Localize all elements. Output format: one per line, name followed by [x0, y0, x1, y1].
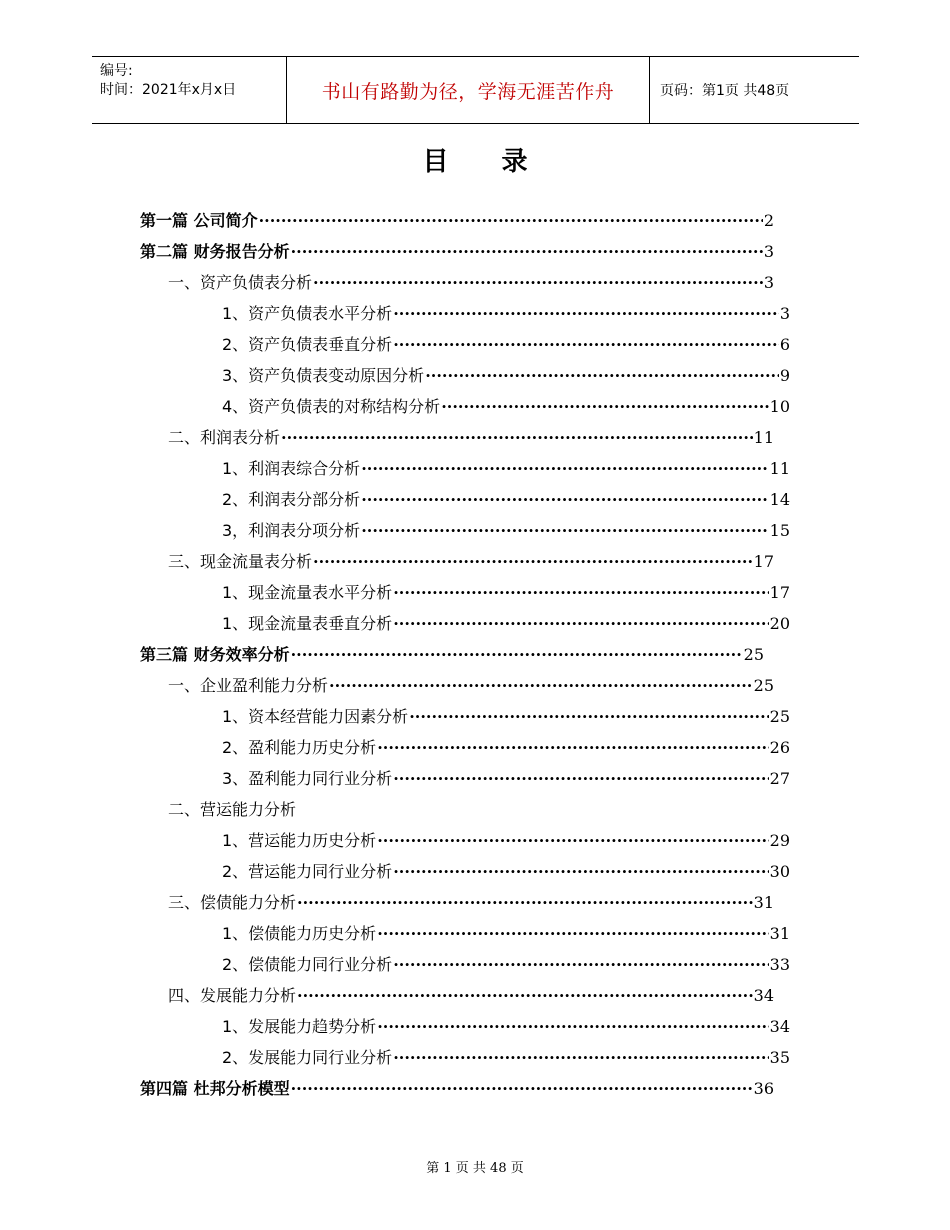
toc-entry-page: 17 [753, 552, 774, 571]
toc-entry-label: 3、资产负债表变动原因分析 [222, 366, 425, 385]
toc-entry[interactable] [168, 983, 774, 1007]
toc-entry[interactable] [222, 394, 790, 418]
toc-entry-label: 二、利润表分析 [168, 428, 281, 447]
toc-entry-label: 一、资产负债表分析 [168, 273, 313, 292]
toc-entry[interactable] [168, 270, 774, 294]
toc-entry-label: 2、资产负债表垂直分析 [222, 335, 393, 354]
toc-entry[interactable] [222, 363, 790, 387]
toc-entry-page: 33 [769, 955, 790, 974]
toc-leader-dots [393, 335, 779, 354]
toc-entry-label: 2、盈利能力历史分析 [222, 738, 377, 757]
toc-leader-dots [393, 862, 768, 881]
toc-leader-dots [259, 211, 763, 230]
toc-entry-page: 29 [769, 831, 790, 850]
toc-entry[interactable] [168, 673, 774, 697]
toc-entry-label: 一、企业盈利能力分析 [168, 676, 329, 695]
toc-entry-page: 9 [779, 366, 790, 385]
toc-entry[interactable] [140, 642, 764, 666]
toc-entry-page: 11 [753, 428, 774, 447]
toc-entry-label: 1、现金流量表水平分析 [222, 583, 393, 602]
page-footer: 第 1 页 共 48 页 [426, 1161, 524, 1176]
toc-entry[interactable] [140, 208, 774, 232]
toc-entry-page: 11 [769, 459, 790, 478]
toc-entry-label: 1、营运能力历史分析 [222, 831, 377, 850]
toc-entry-page: 35 [769, 1048, 790, 1067]
toc-leader-dots [393, 769, 768, 788]
document-time-label: 时间：2021年x月x日 [100, 82, 237, 98]
toc-entry-page: 25 [769, 707, 790, 726]
toc-entry-page: 2 [763, 211, 774, 230]
toc-entry-label: 1、发展能力趋势分析 [222, 1017, 377, 1036]
toc-entry-page: 6 [779, 335, 790, 354]
toc-entry-label: 2、发展能力同行业分析 [222, 1048, 393, 1067]
toc-entry-label: 1、资本经营能力因素分析 [222, 707, 409, 726]
toc-entry[interactable] [222, 766, 790, 790]
toc-entry-label: 1、利润表综合分析 [222, 459, 361, 478]
toc-leader-dots [361, 459, 768, 478]
toc-entry-label: 1、资产负债表水平分析 [222, 304, 393, 323]
toc-leader-dots [409, 707, 768, 726]
toc-leader-dots [329, 676, 753, 695]
toc-leader-dots [393, 304, 779, 323]
toc-leader-dots [291, 645, 743, 664]
toc-entry-label: 4、资产负债表的对称结构分析 [222, 397, 441, 416]
toc-entry-page: 26 [769, 738, 790, 757]
toc-entry[interactable] [222, 859, 790, 883]
toc-leader-dots [377, 1017, 768, 1036]
toc-leader-dots [361, 521, 768, 540]
toc-entry[interactable] [222, 828, 790, 852]
toc-entry[interactable] [168, 425, 774, 449]
toc-entry[interactable] [222, 704, 790, 728]
toc-leader-dots [441, 397, 768, 416]
page-header [92, 56, 859, 124]
toc-entry-label: 1、现金流量表垂直分析 [222, 614, 393, 633]
toc-entry[interactable] [222, 1014, 790, 1038]
toc-entry[interactable] [222, 611, 790, 635]
header-page-number: 页码：第1页 共48页 [660, 83, 790, 99]
toc-entry-label: 2、利润表分部分析 [222, 490, 361, 509]
toc-leader-dots [393, 614, 768, 633]
toc-entry[interactable] [222, 580, 790, 604]
toc-leader-dots [297, 893, 753, 912]
toc-entry-page: 27 [769, 769, 790, 788]
toc-entry-label: 3、盈利能力同行业分析 [222, 769, 393, 788]
toc-entry[interactable] [140, 1076, 774, 1100]
toc-entry-label: 第一篇 公司简介 [140, 211, 258, 230]
toc-entry-label: 四、发展能力分析 [168, 986, 297, 1005]
toc-entry-page: 30 [769, 862, 790, 881]
toc-leader-dots [377, 924, 768, 943]
toc-entry[interactable] [222, 952, 790, 976]
toc-entry-page: 34 [769, 1017, 790, 1036]
header-motto-cell [287, 57, 650, 123]
toc-entry-label: 1、偿债能力历史分析 [222, 924, 377, 943]
toc-leader-dots [297, 986, 753, 1005]
toc-entry[interactable] [222, 456, 790, 480]
document-number-label: 编号: [100, 63, 133, 79]
toc-leader-dots [313, 273, 763, 292]
toc-leader-dots [393, 583, 768, 602]
toc-entry-page: 20 [769, 614, 790, 633]
toc-entry-label: 3，利润表分项分析 [222, 521, 361, 540]
toc-leader-dots [291, 242, 763, 261]
toc-leader-dots [393, 955, 768, 974]
header-page-cell [650, 57, 859, 123]
toc-entry-page: 3 [779, 304, 790, 323]
toc-leader-dots [425, 366, 779, 385]
toc-entry-label: 第四篇 杜邦分析模型 [140, 1079, 290, 1098]
toc-entry[interactable] [222, 518, 790, 542]
toc-entry-page: 34 [753, 986, 774, 1005]
toc-entry[interactable] [222, 487, 790, 511]
toc-leader-dots [313, 552, 753, 571]
toc-entry-label: 2、营运能力同行业分析 [222, 862, 393, 881]
toc-entry-page: 25 [753, 676, 774, 695]
toc-entry-label: 三、偿债能力分析 [168, 893, 297, 912]
toc-entry[interactable] [222, 332, 790, 356]
toc-entry-page: 36 [753, 1079, 774, 1098]
toc-entry[interactable] [140, 239, 774, 263]
toc-entry-label: 二、营运能力分析 [168, 800, 297, 819]
toc-entry[interactable] [222, 1045, 790, 1069]
toc-entry-label: 第三篇 财务效率分析 [140, 645, 290, 664]
toc-entry[interactable] [222, 921, 790, 945]
toc-leader-dots [361, 490, 768, 509]
toc-entry[interactable] [222, 735, 790, 759]
toc-leader-dots [291, 1079, 753, 1098]
toc-entry-page: 25 [743, 645, 764, 664]
page-title: 目 录 [422, 147, 550, 177]
toc-leader-dots [393, 1048, 768, 1067]
toc-leader-dots [281, 428, 753, 447]
toc-entry-page: 10 [769, 397, 790, 416]
toc-entry[interactable] [168, 797, 774, 821]
toc-entry[interactable] [168, 549, 774, 573]
toc-leader-dots [377, 738, 768, 757]
toc-entry-page: 14 [769, 490, 790, 509]
toc-entry-page: 17 [769, 583, 790, 602]
toc-entry-label: 第二篇 财务报告分析 [140, 242, 290, 261]
toc-entry-label: 2、偿债能力同行业分析 [222, 955, 393, 974]
header-info-cell [92, 57, 287, 123]
toc-entry-page: 3 [763, 242, 774, 261]
header-motto: 书山有路勤为径，学海无涯苦作舟 [321, 80, 615, 103]
toc-entry-label: 三、现金流量表分析 [168, 552, 313, 571]
toc-entry-page: 31 [769, 924, 790, 943]
toc-entry-page: 15 [769, 521, 790, 540]
toc-leader-dots [377, 831, 768, 850]
toc-entry[interactable] [222, 301, 790, 325]
toc-entry-page: 3 [763, 273, 774, 292]
toc-entry-page: 31 [753, 893, 774, 912]
toc-entry[interactable] [168, 890, 774, 914]
